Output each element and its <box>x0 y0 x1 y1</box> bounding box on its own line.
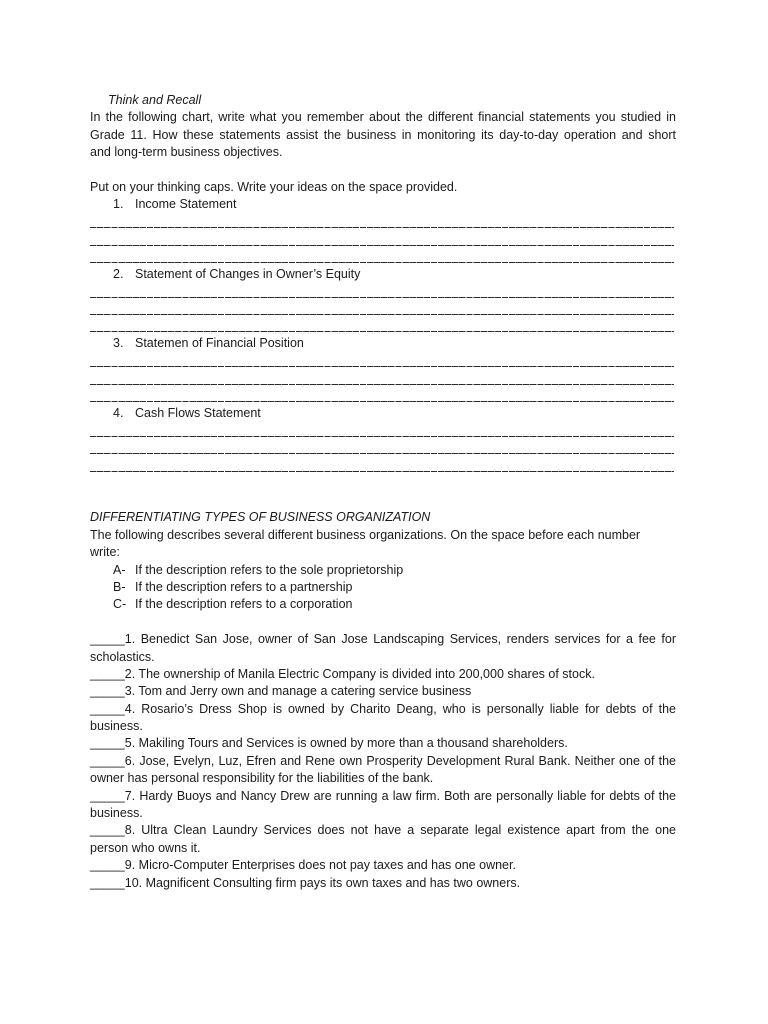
question-line: _____2. The ownership of Manila Electric Company is divided into 200,000 shares of stock. <box>90 666 595 681</box>
question-line: _____3. Tom and Jerry own and manage a catering service business <box>90 684 472 699</box>
question-item-5 <box>90 735 676 752</box>
option-c <box>90 596 676 613</box>
question-item-3 <box>90 683 676 700</box>
question-line: _____10. Magnificent Consulting firm pays its own taxes and has two owners. <box>90 875 521 890</box>
option-letter: A- <box>113 562 126 577</box>
question-line: _____7. Hardy Buoys and Nancy Drew are running a law firm. Both are personally liable for debts of the <box>90 788 676 803</box>
statement-number: 2. <box>113 266 124 281</box>
answer-line <box>90 370 676 387</box>
question-line: person who owns it. <box>90 840 201 855</box>
answer-line <box>90 249 676 266</box>
option-letter: B- <box>113 579 126 594</box>
spacer <box>90 492 676 509</box>
question-item-7 <box>90 788 676 823</box>
answer-line <box>90 318 676 335</box>
answer-line <box>90 214 676 231</box>
option-text: If the description refers to a partnership <box>135 579 353 594</box>
statement-label: Cash Flows Statement <box>135 406 261 421</box>
intro-line: Grade 11. How these statements assist the business in monitoring its day-to-day operation and short <box>90 127 676 142</box>
question-item-1 <box>90 631 676 666</box>
answer-line <box>90 440 676 457</box>
answer-line <box>90 301 676 318</box>
question-item-8 <box>90 822 676 857</box>
section-title-business-organization: DIFFERENTIATING TYPES OF BUSINESS ORGANIZATION <box>90 510 431 525</box>
question-item-4 <box>90 701 676 736</box>
statement-label: Statement of Changes in Owner’s Equity <box>135 266 361 281</box>
think-and-recall-section <box>90 92 676 475</box>
question-line: _____1. Benedict San Jose, owner of San Jose Landscaping Services, renders services for a fee for <box>90 632 676 647</box>
spacer <box>90 162 676 179</box>
spacer <box>90 475 676 492</box>
instruction-text: Put on your thinking caps. Write your ideas on the space provided. <box>90 179 458 194</box>
option-letter: C- <box>113 597 127 612</box>
answer-line <box>90 353 676 370</box>
question-item-6 <box>90 753 676 788</box>
intro-line: In the following chart, write what you remember about the different financial statements you studied in <box>90 110 676 125</box>
statement-heading-income <box>90 196 676 213</box>
question-line: owner has personal responsibility for the liabilities of the bank. <box>90 771 434 786</box>
question-line: _____4. Rosario’s Dress Shop is owned by Charito Deang, who is personally liable for debts of the <box>90 701 676 716</box>
answer-line <box>90 422 676 439</box>
statement-heading-financial-position <box>90 335 676 352</box>
answer-line <box>90 231 676 248</box>
question-item-10 <box>90 875 676 892</box>
question-line: _____9. Micro-Computer Enterprises does not pay taxes and has one owner. <box>90 858 516 873</box>
business-organization-section <box>90 509 676 892</box>
question-line: _____5. Makiling Tours and Services is owned by more than a thousand shareholders. <box>90 736 568 751</box>
intro-line: and long-term business objectives. <box>90 145 283 160</box>
question-line: business. <box>90 719 143 734</box>
intro-line: The following describes several different business organizations. On the space before each number <box>90 527 641 542</box>
statement-heading-owners-equity <box>90 266 676 283</box>
answer-line <box>90 457 676 474</box>
statement-label: Income Statement <box>135 197 237 212</box>
spacer <box>90 614 676 631</box>
answer-line <box>90 388 676 405</box>
question-line: scholastics. <box>90 649 155 664</box>
option-text: If the description refers to the sole proprietorship <box>135 562 404 577</box>
statement-heading-cash-flows <box>90 405 676 422</box>
question-item-9 <box>90 857 676 874</box>
option-b <box>90 579 676 596</box>
statement-number: 4. <box>113 406 124 421</box>
question-item-2 <box>90 666 676 683</box>
worksheet-content <box>90 92 676 892</box>
option-a <box>90 562 676 579</box>
section-title-think-and-recall: Think and Recall <box>108 93 202 107</box>
statement-number: 1. <box>113 197 124 212</box>
statement-label: Statemen of Financial Position <box>135 336 304 351</box>
question-line: business. <box>90 806 143 821</box>
statement-number: 3. <box>113 336 124 351</box>
option-text: If the description refers to a corporation <box>135 597 353 612</box>
question-line: _____6. Jose, Evelyn, Luz, Efren and Rene own Prosperity Development Rural Bank. Neither one of the <box>90 753 676 768</box>
question-line: _____8. Ultra Clean Laundry Services does not have a separate legal existence apart from the one <box>90 823 676 838</box>
answer-line <box>90 283 676 300</box>
intro-line: write: <box>90 545 120 560</box>
